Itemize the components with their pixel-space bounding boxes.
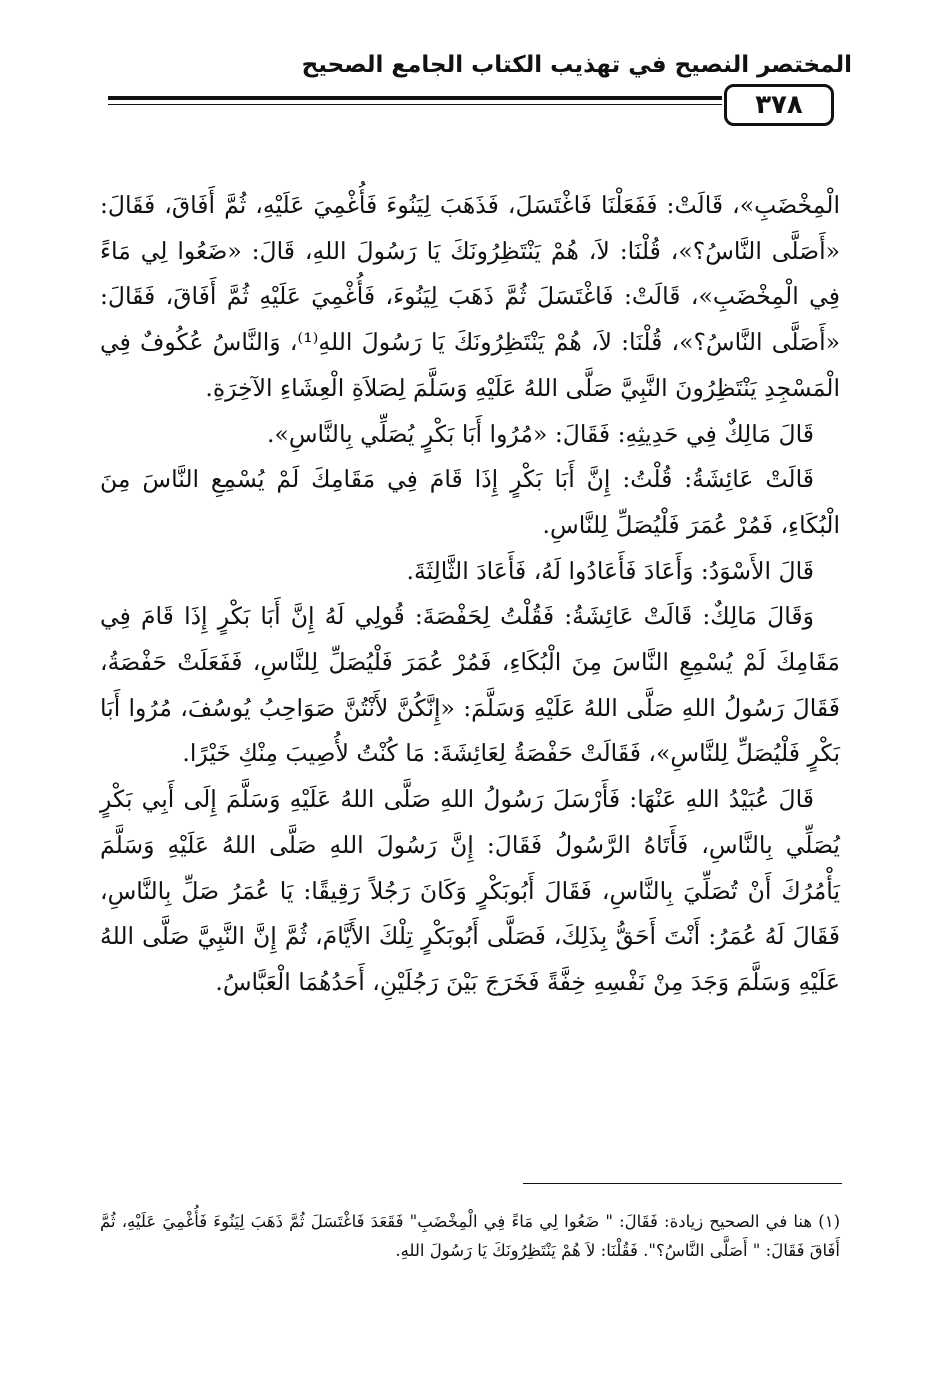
text-line: بِالنَّاسِ، فَقَالَ أَبُوبَكْرٍ وَكَانَ رَجُلاً رَقِيقًا: يَا عُمَرُ صَلِّ بِالنَّاسِ، فَقَالَ لَهُ عُمَرُ: أَنْتَ: [100, 876, 840, 951]
text-line: بِالنَّاسِ، فَأَتَاهُ الرَّسُولُ فَقَالَ: إِنَّ رَسُولَ اللهِ صَلَّى اللهُ عَلَيْهِ وَسَلَّمَ يَأْمُرُكَ أَنْ تُصَلِّيَ: [100, 830, 840, 905]
text-line: «أَصَلَّى النَّاسُ؟»، قُلْنَا: لاَ، هُمْ يَنْتَظِرُونَكَ يَا رَسُولَ اللهِ، قَالَ: «ضَعُوا لِي مَاءً فِي: [100, 236, 840, 311]
text-line: يَنْتَظِرُونَ النَّبِيَّ صَلَّى اللهُ عَلَيْهِ وَسَلَّمَ لِصَلاَةِ الْعِشَاءِ الآخِرَةِ.: [205, 373, 757, 402]
footnote-line: ثُمَّ أَفَاقَ فَقَالَ: " أَصَلَّى النَّاسُ؟". فَقُلْنَا: لاَ هُمْ يَنْتَظِرُونَكَ يَا رَسُولَ اللهِ.: [100, 1212, 840, 1260]
page-header: [0, 0, 952, 135]
header-rule-thick: [108, 96, 722, 100]
text-line: النَّاسُ؟»، قُلْنَا: لاَ، هُمْ يَنْتَظِرُونَكَ يَا رَسُولَ اللهِ⁽¹⁾، وَالنَّاسُ عُكُوفٌ فِي الْمَسْجِدِ: [100, 328, 840, 402]
text-line: مَقَامِكَ لَمْ يُسْمِعِ النَّاسَ مِنَ الْبُكَاءِ، فَمُرْ عُمَرَ فَلْيُصَلِّ لِلنَّاسِ، فَفَعَلَتْ حَفْصَةُ، فَقَالَ: [100, 648, 840, 722]
paragraph-6: [100, 777, 840, 1006]
page-number: ٣٧٨: [724, 84, 834, 126]
text-line: رَسُولُ اللهِ صَلَّى اللهُ عَلَيْهِ وَسَلَّمَ: «إِنَّكُنَّ لأَنْتُنَّ صَوَاحِبُ يُوسُفَ، مُرُوا أَبَا بَكْرٍ: [100, 693, 840, 768]
text-line: الْمِخْضَبِ»، قَالَتْ: فَفَعَلْنَا فَاغْتَسَلَ، فَذَهَبَ لِيَنُوءَ فَأُغْمِيَ عَلَيْهِ، ثُمَّ أَفَاقَ، فَقَالَ:: [100, 191, 840, 219]
footnote-line: (١) هنا في الصحيح زيادة: فَقَالَ: " ضَعُوا لِي مَاءً فِي الْمِخْضَبِ" فَقَعَدَ فَاغْتَسَلَ ثُمَّ ذَهَبَ لِيَنُوءَ فَأُغْمِيَ عَلَيْهِ،: [121, 1212, 840, 1231]
text-line: وَقَالَ مَالِكٌ: قَالَتْ عَائِشَةُ: فَقُلْتُ لِحَفْصَةَ: قُولِي لَهُ إِنَّ أَبَا بَكْرٍ إِذَا قَامَ فِي: [100, 602, 814, 631]
footnote-rule: [523, 1183, 842, 1184]
text-line: فَمُرْ عُمَرَ فَلْيُصَلِّ لِلنَّاسِ.: [542, 510, 773, 539]
main-text: [100, 183, 840, 1006]
paragraph-3: [100, 457, 840, 548]
text-line: نَفْسِهِ خِفَّةً فَخَرَجَ بَيْنَ رَجُلَيْنِ، أَحَدُهُمَا الْعَبَّاسُ.: [215, 967, 646, 996]
footnote: [100, 1207, 840, 1265]
text-line: قَالَ عُبَيْدُ اللهِ عَنْهَا: فَأَرْسَلَ رَسُولُ اللهِ صَلَّى اللهُ عَلَيْهِ وَسَلَّمَ إِلَى أَبِي بَكْرٍ يُصَلِّي: [100, 785, 840, 859]
text-line: فَلْيُصَلِّ لِلنَّاسِ»، فَقَالَتْ حَفْصَةُ لِعَائِشَةَ: مَا كُنْتُ لأُصِيبَ مِنْكِ خَيْرًا.: [182, 739, 801, 768]
paragraph-1: [100, 183, 840, 412]
running-title: المختصر النصيح في تهذيب الكتاب الجامع الصحيح: [301, 52, 852, 78]
text-line: قَالَتْ عَائِشَةُ: قُلْتُ: إِنَّ أَبَا بَكْرٍ إِذَا قَامَ فِي مَقَامِكَ لَمْ يُسْمِعِ النَّاسَ مِنَ الْبُكَاءِ،: [100, 465, 840, 539]
paragraph-2: قَالَ مَالِكٌ فِي حَدِيثِهِ: فَقَالَ: «مُرُوا أَبَا بَكْرٍ يُصَلِّي بِالنَّاسِ».: [267, 419, 814, 448]
text-line: أَحَقُّ بِذَلِكَ، فَصَلَّى أَبُوبَكْرٍ تِلْكَ الأَيَّامَ، ثُمَّ إِنَّ النَّبِيَّ صَلَّى اللهُ عَلَيْهِ وَسَلَّمَ وَجَدَ مِنْ: [100, 922, 840, 996]
header-rule-thin: [108, 104, 722, 105]
paragraph-5: [100, 594, 840, 777]
text-line: الْمِخْضَبِ»، قَالَتْ: فَاغْتَسَلَ ثُمَّ ذَهَبَ لِيَنُوءَ، فَأُغْمِيَ عَلَيْهِ ثُمَّ أَفَاقَ، فَقَالَ: «أَصَلَّى: [100, 282, 840, 357]
paragraph-4: قَالَ الأَسْوَدُ: وَأَعَادَ فَأَعَادُوا لَهُ، فَأَعَادَ الثَّالِثَةَ.: [406, 556, 814, 585]
